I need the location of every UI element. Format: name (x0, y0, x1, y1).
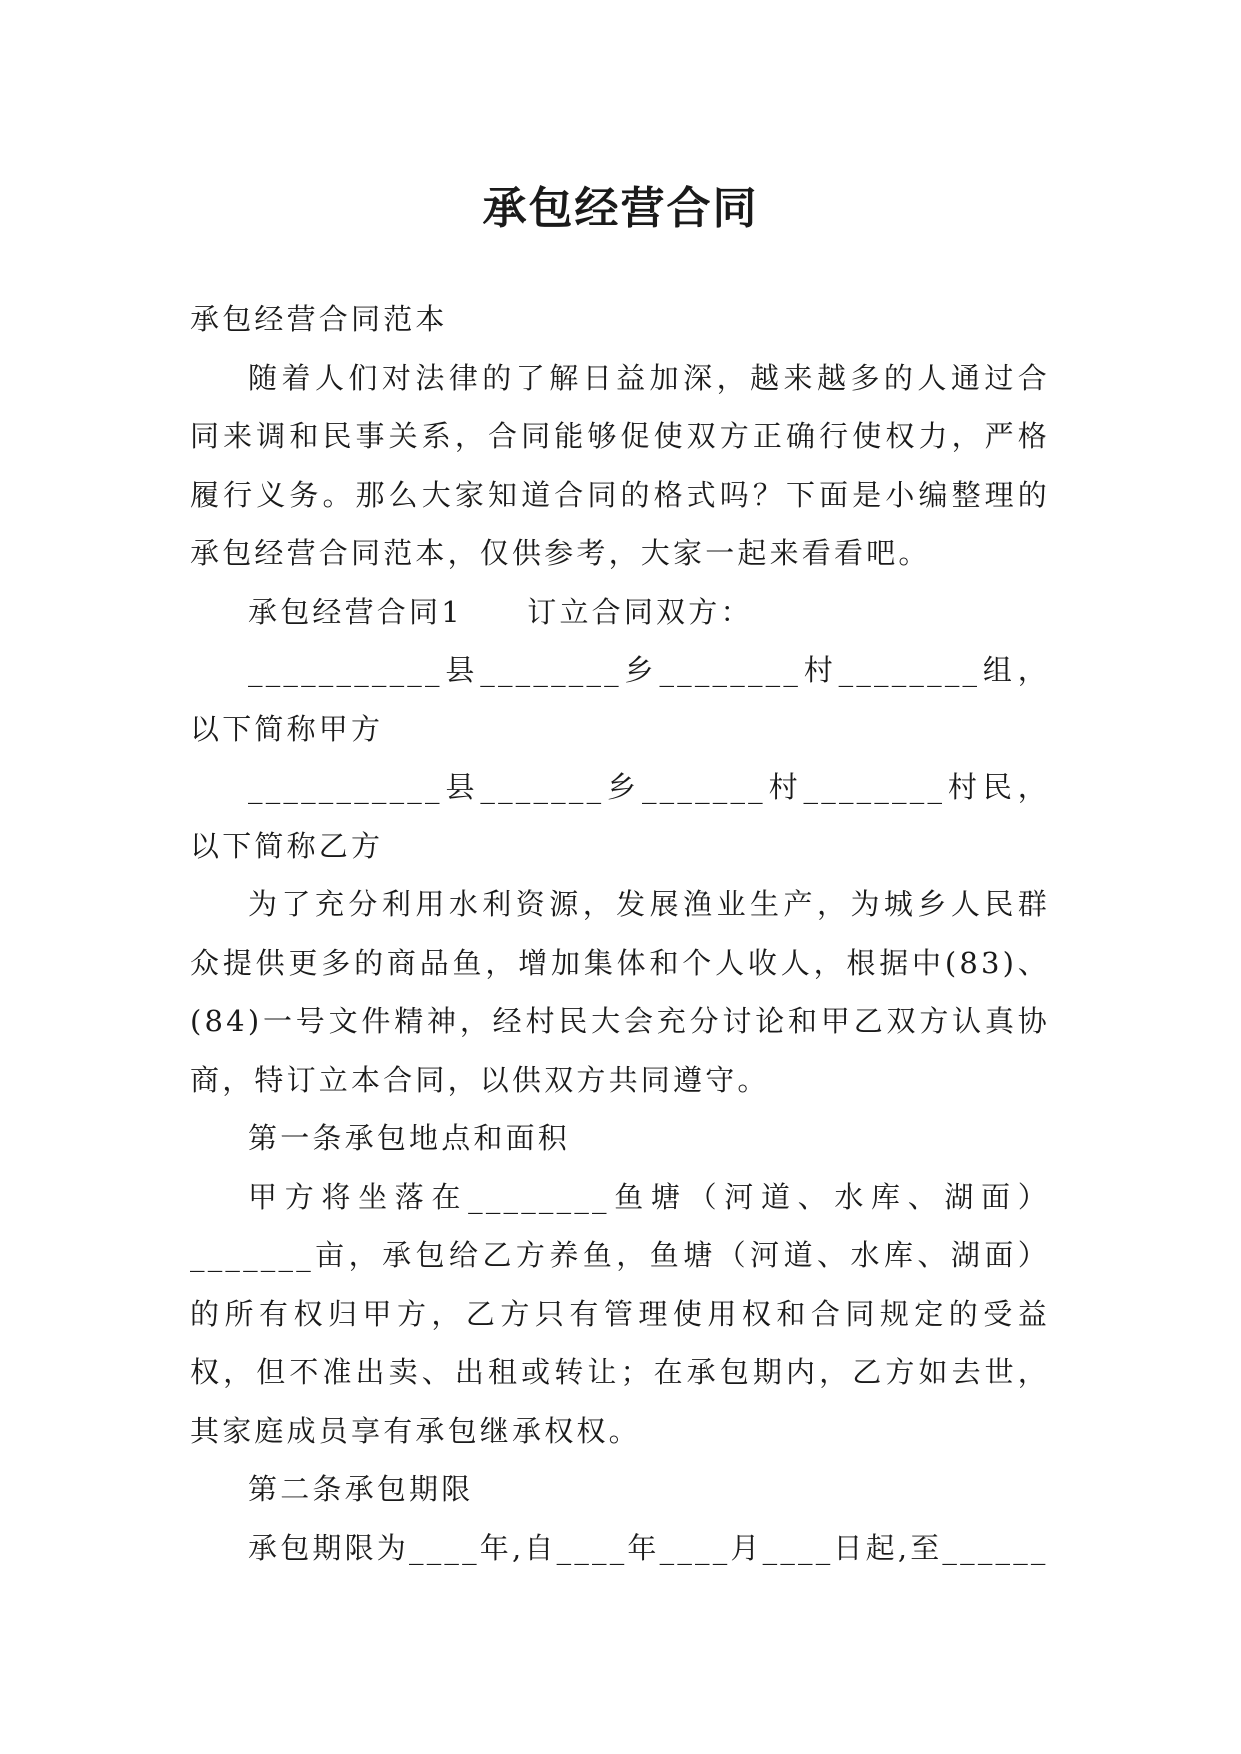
document-title: 承包经营合同 (482, 183, 759, 235)
party-b-paragraph: ___________县_______乡_______村________村民，以下简称乙方 (190, 770, 1050, 863)
subtitle-paragraph: 承包经营合同范本 (190, 302, 448, 336)
document-body (190, 290, 1050, 1577)
article-2-paragraph: 承包期限为____年,自____年____月____日起,至______ (248, 1530, 1049, 1565)
article-2-heading: 第二条承包期限 (248, 1472, 474, 1506)
purpose-paragraph: 为了充分利用水利资源，发展渔业生产，为城乡人民群众提供更多的商品鱼，增加集体和个人收人，根据中(83)、(84)一号文件精神，经村民大会充分讨论和甲乙双方认真协商，特订立本合同，以供双方共同遵守。 (190, 887, 1050, 1097)
party-a-paragraph: ___________县________乡________村________组，以下简称甲方 (190, 653, 1050, 746)
article-1-heading: 第一条承包地点和面积 (248, 1121, 571, 1155)
article-1-paragraph: 甲方将坐落在________鱼塘（河道、水库、湖面）_______亩，承包给乙方养鱼，鱼塘（河道、水库、湖面）的所有权归甲方，乙方只有管理使用权和合同规定的受益权，但不准出卖、出租或转让；在承包期内，乙方如去世，其家庭成员享有承包继承权权。 (190, 1179, 1050, 1448)
intro-paragraph: 随着人们对法律的了解日益加深，越来越多的人通过合同来调和民事关系，合同能够促使双方正确行使权力，严格履行义务。那么大家知道合同的格式吗？下面是小编整理的承包经营合同范本，仅供参考，大家一起来看看吧。 (190, 360, 1050, 570)
contract-heading-paragraph: 承包经营合同1 订立合同双方： (248, 594, 753, 629)
